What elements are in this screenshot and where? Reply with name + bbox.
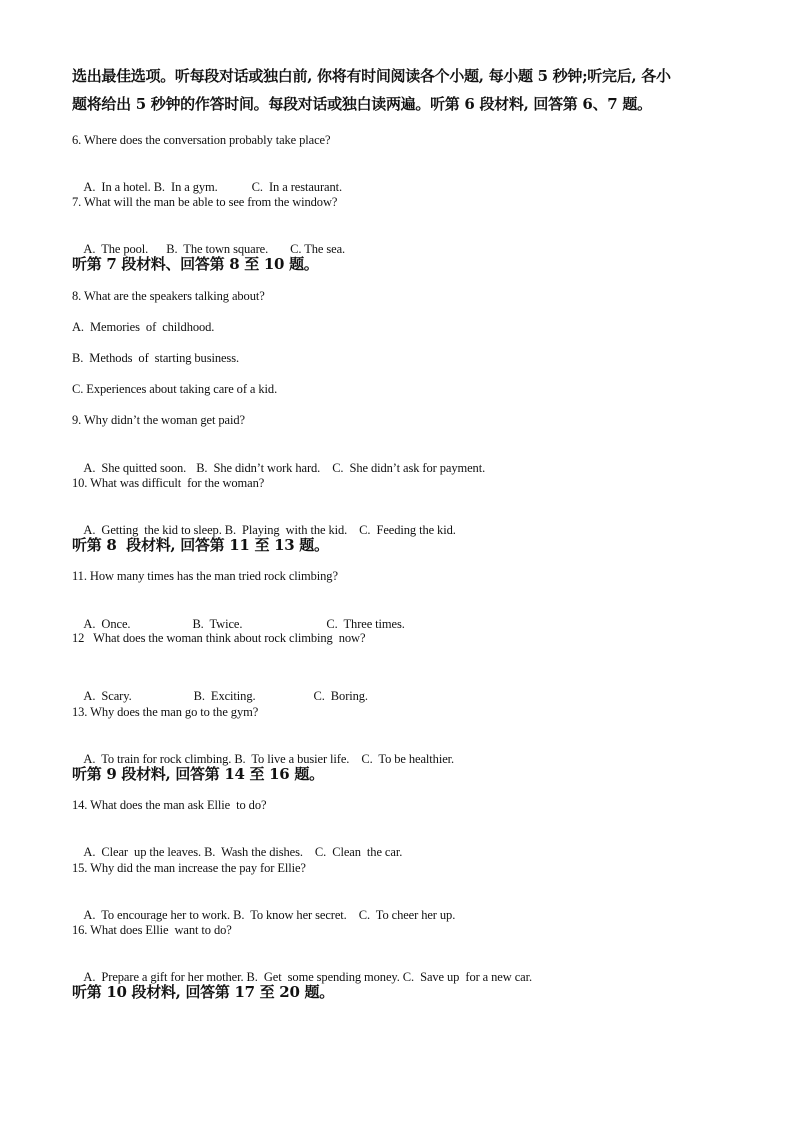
question-10-stem: 10. What was difficult for the woman? <box>72 476 265 490</box>
question-7-option-a: A. The pool. <box>83 242 149 256</box>
question-16-option-c: C. Save up for a new car. <box>402 970 533 984</box>
question-9-option-a: A. She quitted soon. <box>83 461 187 475</box>
question-13-option-c: C. To be healthier. <box>361 752 455 766</box>
section-10-heading: 听第 10 段材料, 回答第 17 至 20 题。 <box>72 983 334 1001</box>
question-6-stem: 6. Where does the conversation probably take place? <box>72 133 331 147</box>
question-13-option-a: A. To train for rock climbing. <box>83 752 232 766</box>
question-14-stem: 14. What does the man ask Ellie to do? <box>72 798 267 812</box>
question-9-option-c: C. She didn’t ask for payment. <box>332 461 486 475</box>
question-12-option-a: A. Scary. <box>83 689 132 703</box>
question-8-option-b: B. Methods of starting business. <box>72 351 239 365</box>
question-8-option-c: C. Experiences about taking care of a kid. <box>72 382 278 396</box>
question-14-option-a: A. Clear up the leaves. <box>83 845 202 859</box>
question-11-option-c: C. Three times. <box>326 617 405 631</box>
instructions-line-1: 选出最佳选项。听每段对话或独白前, 你将有时间阅读各个小题, 每小题 5 秒钟;听完后, 各小 <box>72 67 671 85</box>
question-15-stem: 15. Why did the man increase the pay for Ellie? <box>72 861 306 875</box>
question-7-stem: 7. What will the man be able to see from the window? <box>72 195 338 209</box>
question-12-stem: 12 What does the woman think about rock climbing now? <box>72 631 366 645</box>
question-13-option-b: B. To live a busier life. <box>234 752 350 766</box>
question-10-option-a: A. Getting the kid to sleep. <box>83 523 222 537</box>
question-10-option-b: B. Playing with the kid. <box>224 523 348 537</box>
section-9-heading: 听第 9 段材料, 回答第 14 至 16 题。 <box>72 765 324 783</box>
question-13-stem: 13. Why does the man go to the gym? <box>72 705 259 719</box>
question-9-option-b: B. She didn’t work hard. <box>196 461 321 475</box>
section-7-heading: 听第 7 段材料、回答第 8 至 10 题。 <box>72 255 319 273</box>
question-10-option-c: C. Feeding the kid. <box>359 523 456 537</box>
question-16-option-a: A. Prepare a gift for her mother. <box>83 970 244 984</box>
question-6-option-a: A. In a hotel. <box>83 180 151 194</box>
question-11-stem: 11. How many times has the man tried rock climbing? <box>72 569 338 583</box>
question-12-option-b: B. Exciting. <box>193 689 256 703</box>
question-14-option-b: B. Wash the dishes. <box>204 845 303 859</box>
question-8-option-a: A. Memories of childhood. <box>72 320 215 334</box>
question-6-option-b: B. In a gym. <box>153 180 218 194</box>
section-instructions <box>72 62 732 118</box>
question-9-stem: 9. Why didn’t the woman get paid? <box>72 413 245 427</box>
question-6-option-c: C. In a restaurant. <box>251 180 342 194</box>
question-15-option-b: B. To know her secret. <box>233 908 347 922</box>
question-7-option-c: C. The sea. <box>290 242 346 256</box>
question-15-option-a: A. To encourage her to work. <box>83 908 231 922</box>
question-15-option-c: C. To cheer her up. <box>358 908 456 922</box>
question-14-option-c: C. Clean the car. <box>314 845 403 859</box>
question-16-stem: 16. What does Ellie want to do? <box>72 923 232 937</box>
question-11-option-b: B. Twice. <box>192 617 243 631</box>
question-16-option-b: B. Get some spending money. <box>246 970 400 984</box>
question-12-option-c: C. Boring. <box>313 689 368 703</box>
instructions-line-2: 题将给出 5 秒钟的作答时间。每段对话或独白读两遍。听第 6 段材料, 回答第 6、7 题。 <box>72 95 652 113</box>
question-8-stem: 8. What are the speakers talking about? <box>72 289 265 303</box>
section-8-heading: 听第 8 段材料, 回答第 11 至 13 题。 <box>72 536 329 554</box>
question-11-option-a: A. Once. <box>83 617 131 631</box>
question-7-option-b: B. The town square. <box>166 242 269 256</box>
